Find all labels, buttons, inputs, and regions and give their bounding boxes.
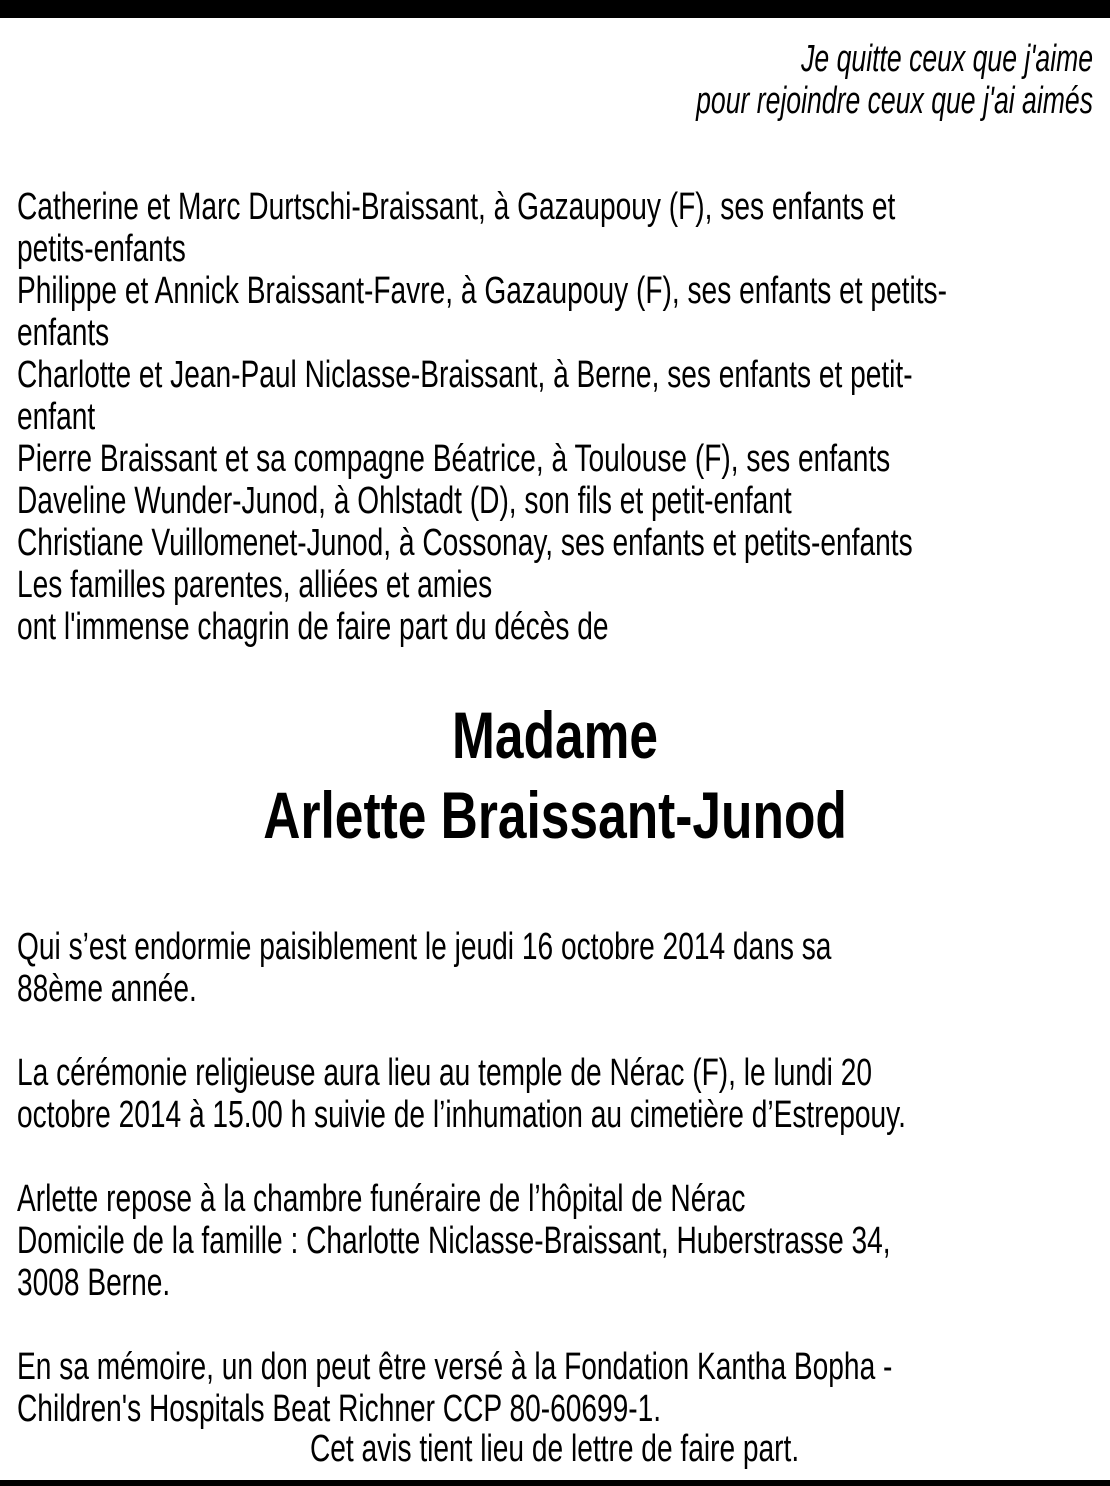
family-line: Philippe et Annick Braissant-Favre, à Gazaupouy (F), ses enfants et petits-	[17, 270, 947, 312]
epigraph-line-2: pour rejoindre ceux que j'ai aimés	[696, 80, 1093, 122]
domicile-line-1: Domicile de la famille : Charlotte Niclasse-Braissant, Huberstrasse 34,	[17, 1220, 891, 1262]
family-line: enfant	[17, 396, 96, 438]
family-line: enfants	[17, 312, 110, 354]
family-line: ont l'immense chagrin de faire part du décès de	[17, 606, 609, 648]
donation-line-2: Children's Hospitals Beat Richner CCP 80-60699-1.	[17, 1388, 662, 1430]
deceased-name	[0, 780, 1110, 850]
family-line: Charlotte et Jean-Paul Niclasse-Braissant, à Berne, ses enfants et petit-	[17, 354, 913, 396]
death-notice-line-2: 88ème année.	[17, 968, 197, 1010]
family-line: Catherine et Marc Durtschi-Braissant, à Gazaupouy (F), ses enfants et	[17, 186, 896, 228]
deceased-title-text: Madame	[451, 698, 658, 772]
epigraph-line-1: Je quitte ceux que j'aime	[801, 38, 1093, 80]
closing-note	[0, 1428, 1110, 1470]
ceremony-line-2: octobre 2014 à 15.00 h suivie de l’inhumation au cimetière d’Estrepouy.	[17, 1094, 906, 1136]
death-notice-line-1: Qui s’est endormie paisiblement le jeudi 16 octobre 2014 dans sa	[17, 926, 832, 968]
family-line: Daveline Wunder-Junod, à Ohlstadt (D), son fils et petit-enfant	[17, 480, 792, 522]
donation-line-1: En sa mémoire, un don peut être versé à la Fondation Kantha Bopha -	[17, 1346, 893, 1388]
closing-note-text: Cet avis tient lieu de lettre de faire part.	[310, 1428, 800, 1470]
family-line: petits-enfants	[17, 228, 186, 270]
ceremony-line-1: La cérémonie religieuse aura lieu au temple de Nérac (F), le lundi 20	[17, 1052, 873, 1094]
family-line: Pierre Braissant et sa compagne Béatrice, à Toulouse (F), ses enfants	[17, 438, 891, 480]
domicile-line-2: 3008 Berne.	[17, 1262, 171, 1304]
family-line: Les familles parentes, alliées et amies	[17, 564, 493, 606]
rest-place-line: Arlette repose à la chambre funéraire de l’hôpital de Nérac	[17, 1178, 746, 1220]
deceased-name-text: Arlette Braissant-Junod	[263, 778, 847, 852]
family-line: Christiane Vuillomenet-Junod, à Cossonay, ses enfants et petits-enfants	[17, 522, 913, 564]
top-border-rule	[0, 0, 1110, 18]
bottom-border-rule	[0, 1480, 1110, 1486]
deceased-title	[0, 700, 1110, 770]
